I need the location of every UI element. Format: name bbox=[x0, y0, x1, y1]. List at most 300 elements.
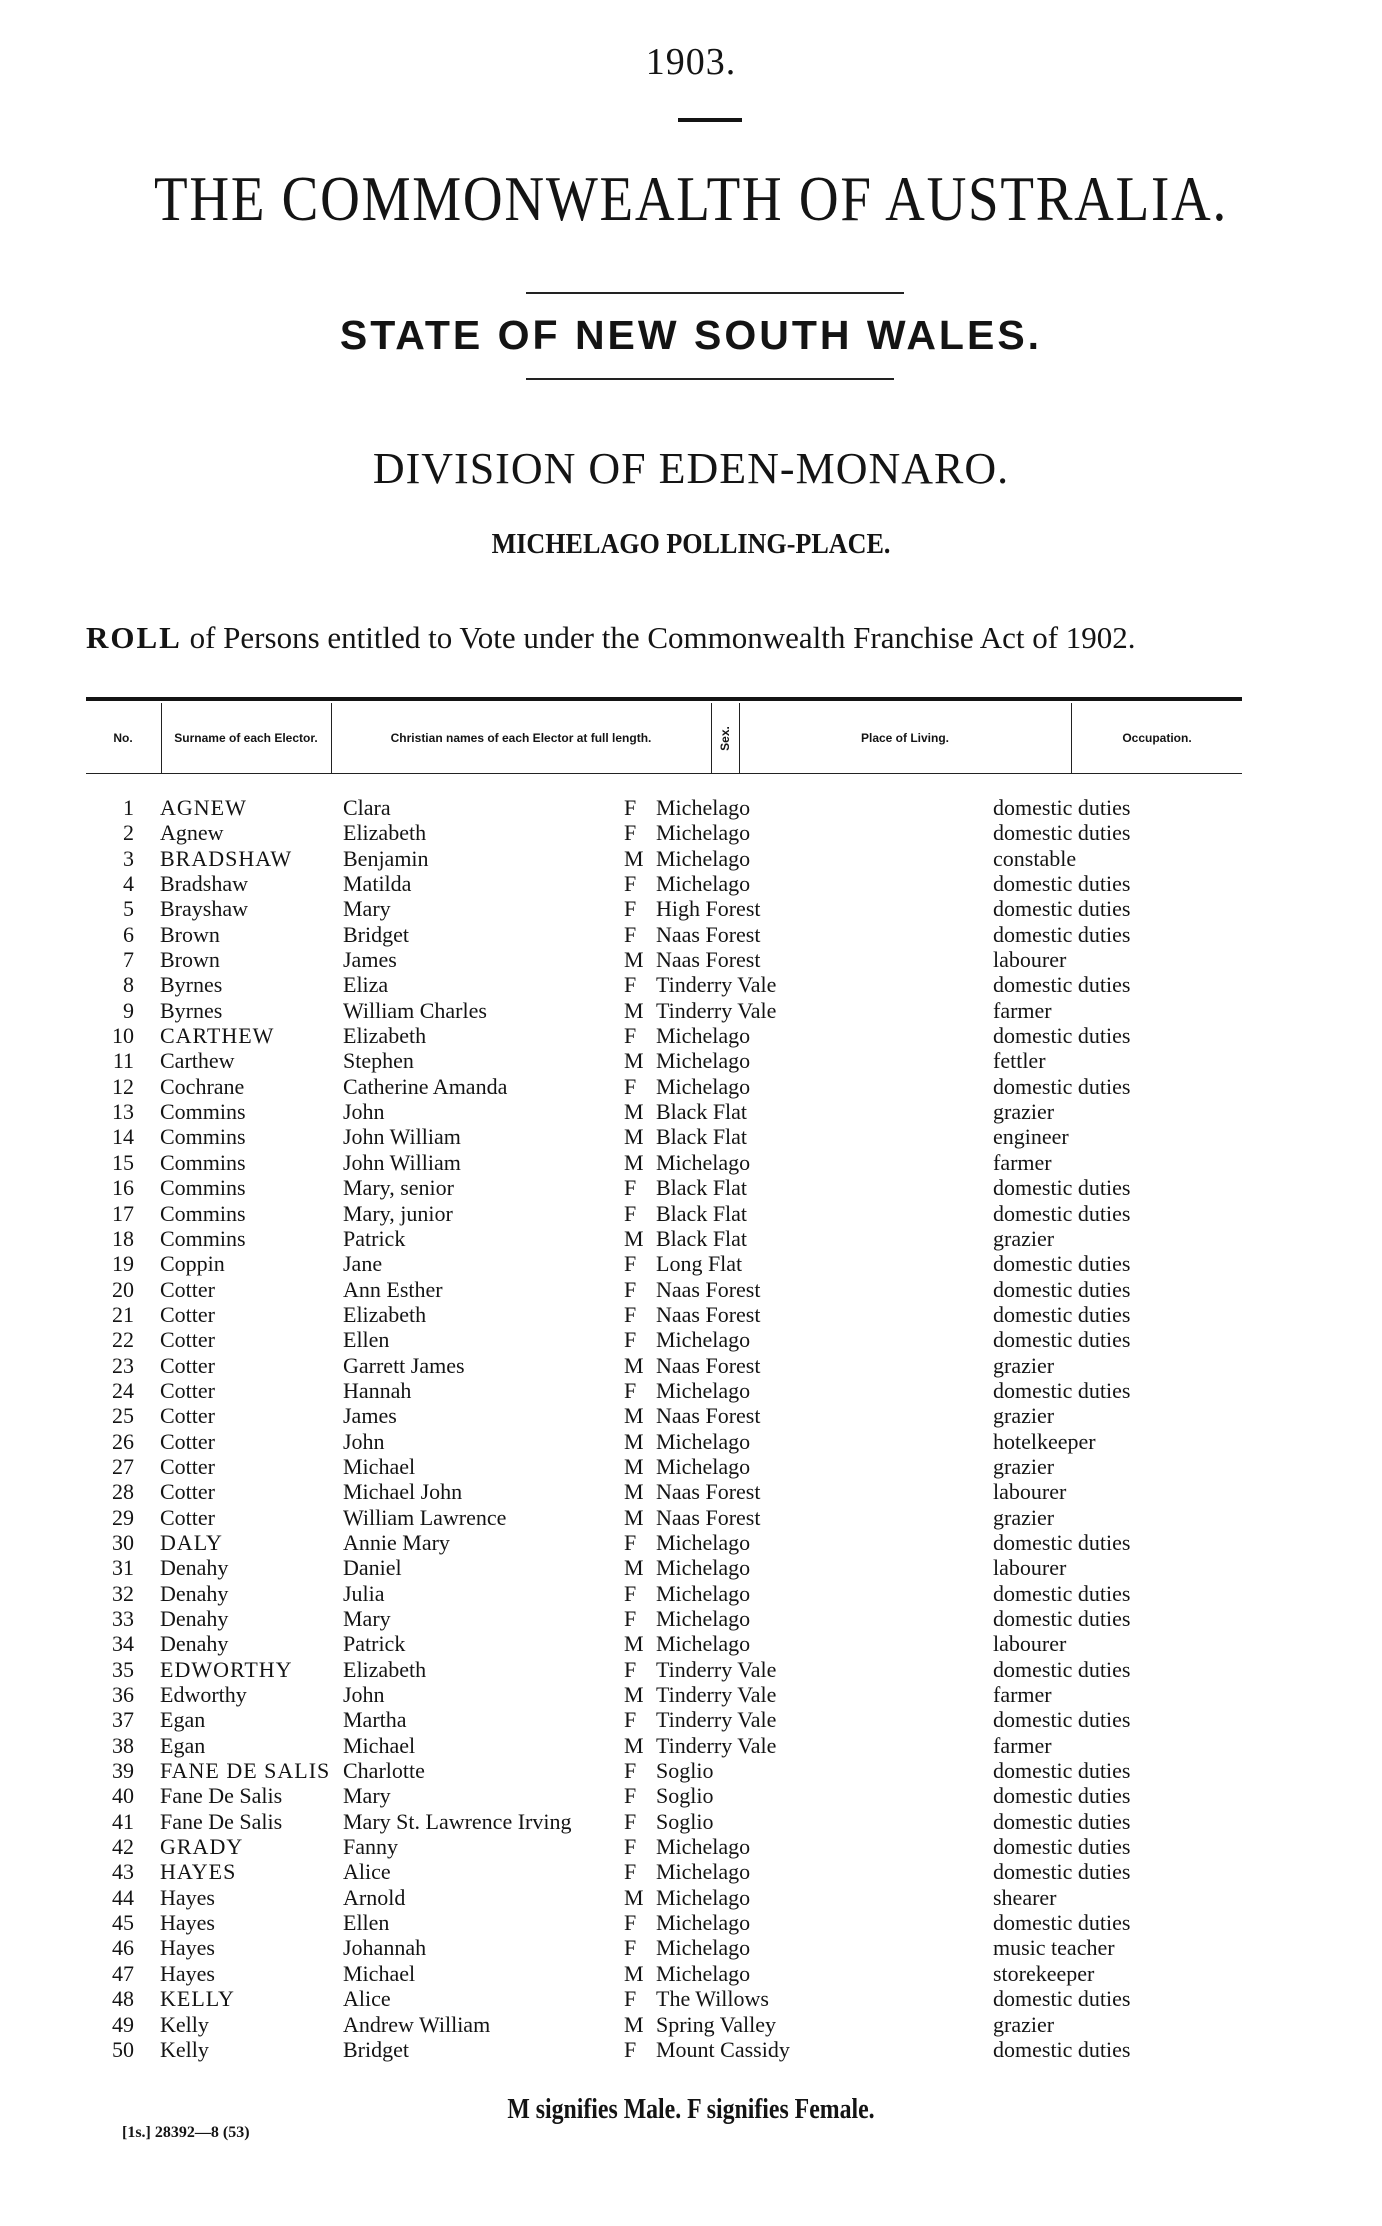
cell-occupation: domestic duties bbox=[993, 1301, 1131, 1327]
cell-surname: Coppin bbox=[160, 1251, 225, 1277]
cell-no: 6 bbox=[123, 921, 134, 947]
cell-sex: F bbox=[624, 1783, 637, 1809]
table-row bbox=[86, 1530, 1246, 1555]
table-row bbox=[86, 1631, 1246, 1656]
print-reference: [1s.] 28392—8 (53) bbox=[122, 2124, 250, 2141]
cell-sex: M bbox=[624, 947, 644, 973]
cell-place: Long Flat bbox=[656, 1251, 743, 1277]
cell-occupation: domestic duties bbox=[993, 896, 1131, 922]
cell-surname: Denahy bbox=[160, 1555, 229, 1581]
cell-occupation: domestic duties bbox=[993, 1656, 1131, 1682]
cell-no: 16 bbox=[112, 1175, 134, 1201]
cell-christian-names: Mary bbox=[343, 896, 391, 922]
cell-surname: Hayes bbox=[160, 1910, 215, 1936]
cell-christian-names: Michael John bbox=[343, 1479, 463, 1505]
cell-sex: M bbox=[624, 1099, 644, 1125]
table-row bbox=[86, 1707, 1246, 1732]
cell-christian-names: Elizabeth bbox=[343, 1656, 427, 1682]
table-row bbox=[86, 1429, 1246, 1454]
cell-place: Michelago bbox=[656, 795, 751, 820]
cell-christian-names: Mary bbox=[343, 1606, 391, 1631]
cell-christian-names: John bbox=[343, 1682, 385, 1708]
cell-place: High Forest bbox=[656, 896, 761, 922]
cell-no: 30 bbox=[112, 1529, 134, 1555]
cell-christian-names: Michael bbox=[343, 1960, 416, 1986]
cell-occupation: domestic duties bbox=[993, 871, 1131, 897]
cell-occupation: labourer bbox=[993, 1631, 1067, 1657]
cell-occupation: domestic duties bbox=[993, 1834, 1131, 1860]
cell-christian-names: Andrew William bbox=[343, 2011, 491, 2037]
table-row bbox=[86, 1505, 1246, 1530]
column-header-occupation: Occupation. bbox=[1122, 730, 1192, 745]
cell-no: 35 bbox=[112, 1656, 134, 1682]
cell-sex: M bbox=[624, 1403, 644, 1429]
cell-occupation: engineer bbox=[993, 1124, 1069, 1150]
cell-sex: F bbox=[624, 1935, 637, 1961]
table-row bbox=[86, 1099, 1246, 1124]
cell-occupation: domestic duties bbox=[993, 1251, 1131, 1277]
cell-occupation: domestic duties bbox=[993, 1758, 1131, 1784]
table-row bbox=[86, 1226, 1246, 1251]
table-row bbox=[86, 922, 1246, 947]
cell-place: Tinderry Vale bbox=[656, 1732, 777, 1758]
cell-christian-names: Julia bbox=[343, 1580, 385, 1606]
cell-sex: M bbox=[624, 997, 644, 1023]
cell-place: Michelago bbox=[656, 1555, 751, 1581]
cell-place: Michelago bbox=[656, 1606, 751, 1631]
cell-surname: Hayes bbox=[160, 1884, 215, 1910]
cell-occupation: domestic duties bbox=[993, 1276, 1131, 1302]
table-row bbox=[86, 1378, 1246, 1403]
cell-sex: F bbox=[624, 1910, 637, 1936]
cell-occupation: farmer bbox=[993, 997, 1052, 1023]
cell-sex: F bbox=[624, 921, 637, 947]
cell-place: Black Flat bbox=[656, 1200, 748, 1226]
cell-occupation: domestic duties bbox=[993, 1023, 1131, 1049]
table-header bbox=[86, 703, 1242, 774]
cell-christian-names: Elizabeth bbox=[343, 820, 427, 846]
cell-surname: Brown bbox=[160, 921, 220, 947]
table-row bbox=[86, 1961, 1246, 1986]
cell-sex: M bbox=[624, 1884, 644, 1910]
cell-no: 14 bbox=[112, 1124, 134, 1150]
cell-no: 9 bbox=[123, 997, 134, 1023]
cell-surname: BRADSHAW bbox=[160, 845, 293, 871]
cell-surname: Cotter bbox=[160, 1327, 215, 1353]
cell-christian-names: Garrett James bbox=[343, 1352, 465, 1378]
cell-surname: Cotter bbox=[160, 1403, 215, 1429]
cell-occupation: shearer bbox=[993, 1884, 1057, 1910]
cell-no: 1 bbox=[123, 795, 134, 820]
cell-surname: KELLY bbox=[160, 1986, 235, 2012]
cell-christian-names: Arnold bbox=[343, 1884, 406, 1910]
cell-sex: F bbox=[624, 1656, 637, 1682]
cell-occupation: grazier bbox=[993, 1225, 1055, 1251]
cell-occupation: domestic duties bbox=[993, 820, 1131, 846]
table-row bbox=[86, 1454, 1246, 1479]
cell-occupation: farmer bbox=[993, 1682, 1052, 1708]
cell-surname: Cotter bbox=[160, 1453, 215, 1479]
cell-place: Michelago bbox=[656, 1529, 751, 1555]
cell-occupation: domestic duties bbox=[993, 795, 1131, 820]
cell-sex: M bbox=[624, 1428, 644, 1454]
cell-occupation: domestic duties bbox=[993, 1808, 1131, 1834]
cell-christian-names: James bbox=[343, 1403, 397, 1429]
cell-occupation: music teacher bbox=[993, 1935, 1115, 1961]
cell-christian-names: William Lawrence bbox=[343, 1504, 507, 1530]
cell-no: 21 bbox=[112, 1301, 134, 1327]
table-row bbox=[86, 1353, 1246, 1378]
cell-christian-names: Annie Mary bbox=[343, 1529, 450, 1555]
cell-surname: Denahy bbox=[160, 1580, 229, 1606]
table-row bbox=[86, 1986, 1246, 2011]
table-row bbox=[86, 871, 1246, 896]
cell-surname: Fane De Salis bbox=[160, 1808, 283, 1834]
column-header-no: No. bbox=[113, 730, 133, 745]
cell-occupation: domestic duties bbox=[993, 1986, 1131, 2012]
cell-christian-names: John William bbox=[343, 1149, 461, 1175]
cell-place: Michelago bbox=[656, 1377, 751, 1403]
cell-christian-names: Stephen bbox=[343, 1048, 414, 1074]
cell-no: 13 bbox=[112, 1099, 134, 1125]
roll-heading-rest: of Persons entitled to Vote under the Commonwealth Franchise Act of 1902. bbox=[189, 620, 1136, 655]
cell-no: 46 bbox=[112, 1935, 134, 1961]
cell-occupation: labourer bbox=[993, 1555, 1067, 1581]
cell-sex: M bbox=[624, 2011, 644, 2037]
cell-sex: F bbox=[624, 1580, 637, 1606]
cell-sex: M bbox=[624, 1479, 644, 1505]
cell-place: Michelago bbox=[656, 1327, 751, 1353]
table-row bbox=[86, 1657, 1246, 1682]
cell-sex: F bbox=[624, 820, 637, 846]
elector-list bbox=[86, 795, 1246, 2062]
cell-sex: F bbox=[624, 1986, 637, 2012]
cell-sex: F bbox=[624, 1606, 637, 1631]
cell-surname: Hayes bbox=[160, 1960, 215, 1986]
cell-christian-names: Daniel bbox=[343, 1555, 402, 1581]
cell-sex: M bbox=[624, 1048, 644, 1074]
cell-surname: Cochrane bbox=[160, 1073, 245, 1099]
cell-no: 11 bbox=[112, 1048, 134, 1074]
cell-no: 47 bbox=[112, 1960, 134, 1986]
cell-no: 44 bbox=[112, 1884, 134, 1910]
cell-sex: F bbox=[624, 1834, 637, 1860]
table-row bbox=[86, 1809, 1246, 1834]
cell-christian-names: Elizabeth bbox=[343, 1023, 427, 1049]
cell-surname: Kelly bbox=[160, 2036, 209, 2062]
table-row bbox=[86, 1150, 1246, 1175]
cell-place: Michelago bbox=[656, 845, 751, 871]
cell-christian-names: Ann Esther bbox=[343, 1276, 443, 1302]
cell-no: 10 bbox=[112, 1023, 134, 1049]
cell-christian-names: John William bbox=[343, 1124, 461, 1150]
roll-heading bbox=[86, 620, 1246, 656]
cell-surname: Byrnes bbox=[160, 997, 223, 1023]
cell-place: Spring Valley bbox=[656, 2011, 776, 2037]
cell-christian-names: Michael bbox=[343, 1453, 416, 1479]
cell-no: 15 bbox=[112, 1149, 134, 1175]
roll-heading-first-word: ROLL bbox=[86, 620, 182, 655]
cell-christian-names: Benjamin bbox=[343, 845, 429, 871]
cell-occupation: domestic duties bbox=[993, 1606, 1131, 1631]
cell-place: Naas Forest bbox=[656, 1504, 761, 1530]
table-row bbox=[86, 947, 1246, 972]
cell-sex: F bbox=[624, 1301, 637, 1327]
cell-christian-names: Martha bbox=[343, 1707, 407, 1733]
cell-sex: M bbox=[624, 1732, 644, 1758]
cell-christian-names: Alice bbox=[343, 1859, 391, 1885]
cell-christian-names: Ellen bbox=[343, 1327, 390, 1353]
state-heading: STATE OF NEW SOUTH WALES. bbox=[339, 312, 1043, 358]
cell-christian-names: Patrick bbox=[343, 1225, 406, 1251]
table-row bbox=[86, 998, 1246, 1023]
cell-place: Black Flat bbox=[656, 1124, 748, 1150]
cell-christian-names: Clara bbox=[343, 795, 391, 820]
cell-sex: F bbox=[624, 1758, 637, 1784]
cell-occupation: domestic duties bbox=[993, 1377, 1131, 1403]
cell-occupation: domestic duties bbox=[993, 1707, 1131, 1733]
cell-no: 17 bbox=[112, 1200, 134, 1226]
table-row bbox=[86, 820, 1246, 845]
table-row bbox=[86, 1859, 1246, 1884]
cell-sex: M bbox=[624, 1631, 644, 1657]
cell-occupation: farmer bbox=[993, 1149, 1052, 1175]
cell-occupation: domestic duties bbox=[993, 1910, 1131, 1936]
sex-legend-note: M signifies Male. F signifies Female. bbox=[507, 2094, 875, 2125]
cell-surname: Brayshaw bbox=[160, 896, 248, 922]
cell-place: Michelago bbox=[656, 1580, 751, 1606]
cell-occupation: domestic duties bbox=[993, 2036, 1131, 2062]
cell-christian-names: Mary, junior bbox=[343, 1200, 453, 1226]
table-row bbox=[86, 795, 1246, 820]
cell-place: Naas Forest bbox=[656, 1301, 761, 1327]
cell-occupation: domestic duties bbox=[993, 1073, 1131, 1099]
table-row bbox=[86, 1175, 1246, 1200]
cell-place: Black Flat bbox=[656, 1225, 748, 1251]
table-row bbox=[86, 1302, 1246, 1327]
cell-place: Black Flat bbox=[656, 1175, 748, 1201]
table-row bbox=[86, 1935, 1246, 1960]
cell-sex: F bbox=[624, 896, 637, 922]
cell-occupation: constable bbox=[993, 845, 1077, 871]
cell-christian-names: John bbox=[343, 1099, 385, 1125]
cell-no: 12 bbox=[112, 1073, 134, 1099]
cell-occupation: labourer bbox=[993, 1479, 1067, 1505]
cell-place: Michelago bbox=[656, 1859, 751, 1885]
cell-sex: F bbox=[624, 1707, 637, 1733]
table-row bbox=[86, 896, 1246, 921]
cell-occupation: grazier bbox=[993, 1352, 1055, 1378]
cell-no: 33 bbox=[112, 1606, 134, 1631]
cell-place: Soglio bbox=[656, 1783, 714, 1809]
cell-sex: F bbox=[624, 972, 637, 998]
cell-surname: Cotter bbox=[160, 1504, 215, 1530]
cell-occupation: domestic duties bbox=[993, 921, 1131, 947]
table-row bbox=[86, 1251, 1246, 1276]
cell-surname: Denahy bbox=[160, 1631, 229, 1657]
cell-sex: F bbox=[624, 1251, 637, 1277]
cell-place: Michelago bbox=[656, 1048, 751, 1074]
cell-sex: M bbox=[624, 1225, 644, 1251]
cell-no: 37 bbox=[112, 1707, 134, 1733]
cell-surname: Commins bbox=[160, 1175, 246, 1201]
table-row bbox=[86, 1479, 1246, 1504]
cell-sex: F bbox=[624, 1859, 637, 1885]
cell-place: Michelago bbox=[656, 1073, 751, 1099]
cell-place: Tinderry Vale bbox=[656, 1682, 777, 1708]
cell-sex: M bbox=[624, 845, 644, 871]
cell-place: Soglio bbox=[656, 1808, 714, 1834]
cell-no: 38 bbox=[112, 1732, 134, 1758]
cell-surname: EDWORTHY bbox=[160, 1656, 293, 1682]
cell-no: 43 bbox=[112, 1859, 134, 1885]
cell-no: 2 bbox=[123, 820, 134, 846]
cell-occupation: domestic duties bbox=[993, 972, 1131, 998]
cell-sex: M bbox=[624, 1960, 644, 1986]
cell-sex: F bbox=[624, 1175, 637, 1201]
cell-no: 50 bbox=[112, 2036, 134, 2062]
column-header-sex bbox=[712, 703, 738, 773]
column-header-sex-label: Sex. bbox=[717, 725, 732, 751]
cell-christian-names: Catherine Amanda bbox=[343, 1073, 508, 1099]
cell-christian-names: William Charles bbox=[343, 997, 487, 1023]
cell-place: Naas Forest bbox=[656, 947, 761, 973]
table-row bbox=[86, 2012, 1246, 2037]
table-row bbox=[86, 1124, 1246, 1149]
cell-sex: M bbox=[624, 1504, 644, 1530]
cell-sex: F bbox=[624, 1529, 637, 1555]
table-row bbox=[86, 1783, 1246, 1808]
cell-christian-names: James bbox=[343, 947, 397, 973]
cell-place: Michelago bbox=[656, 1023, 751, 1049]
table-row bbox=[86, 1023, 1246, 1048]
table-row bbox=[86, 1201, 1246, 1226]
cell-sex: F bbox=[624, 1327, 637, 1353]
table-row bbox=[86, 2037, 1246, 2062]
cell-occupation: farmer bbox=[993, 1732, 1052, 1758]
cell-sex: F bbox=[624, 1200, 637, 1226]
cell-no: 4 bbox=[123, 871, 134, 897]
cell-no: 25 bbox=[112, 1403, 134, 1429]
table-row bbox=[86, 1327, 1246, 1352]
cell-place: Tinderry Vale bbox=[656, 1656, 777, 1682]
cell-surname: Denahy bbox=[160, 1606, 229, 1631]
cell-sex: F bbox=[624, 1276, 637, 1302]
division-heading: DIVISION OF EDEN-MONARO. bbox=[372, 444, 1010, 493]
cell-sex: M bbox=[624, 1124, 644, 1150]
cell-occupation: domestic duties bbox=[993, 1783, 1131, 1809]
cell-no: 27 bbox=[112, 1453, 134, 1479]
cell-surname: Commins bbox=[160, 1099, 246, 1125]
table-row bbox=[86, 1581, 1246, 1606]
cell-no: 29 bbox=[112, 1504, 134, 1530]
cell-place: The Willows bbox=[656, 1986, 769, 2012]
cell-occupation: domestic duties bbox=[993, 1529, 1131, 1555]
cell-no: 40 bbox=[112, 1783, 134, 1809]
cell-christian-names: Elizabeth bbox=[343, 1301, 427, 1327]
cell-occupation: domestic duties bbox=[993, 1859, 1131, 1885]
column-header-christian-names: Christian names of each Elector at full length. bbox=[390, 730, 652, 745]
cell-surname: Brown bbox=[160, 947, 220, 973]
cell-sex: M bbox=[624, 1555, 644, 1581]
table-row bbox=[86, 1277, 1246, 1302]
cell-sex: M bbox=[624, 1682, 644, 1708]
cell-christian-names: Mary St. Lawrence Irving bbox=[343, 1808, 572, 1834]
cell-no: 48 bbox=[112, 1986, 134, 2012]
table-row bbox=[86, 1733, 1246, 1758]
cell-surname: Egan bbox=[160, 1707, 206, 1733]
cell-surname: HAYES bbox=[160, 1859, 237, 1885]
cell-surname: Commins bbox=[160, 1200, 246, 1226]
cell-surname: Fane De Salis bbox=[160, 1783, 283, 1809]
table-row bbox=[86, 1885, 1246, 1910]
cell-surname: Cotter bbox=[160, 1377, 215, 1403]
cell-place: Michelago bbox=[656, 1960, 751, 1986]
table-row bbox=[86, 972, 1246, 997]
cell-occupation: domestic duties bbox=[993, 1580, 1131, 1606]
cell-christian-names: Eliza bbox=[343, 972, 389, 998]
cell-place: Soglio bbox=[656, 1758, 714, 1784]
cell-no: 20 bbox=[112, 1276, 134, 1302]
polling-place-heading: MICHELAGO POLLING-PLACE. bbox=[491, 528, 891, 560]
cell-sex: F bbox=[624, 2036, 637, 2062]
cell-no: 31 bbox=[112, 1555, 134, 1581]
cell-christian-names: Jane bbox=[343, 1251, 383, 1277]
cell-christian-names: John bbox=[343, 1428, 385, 1454]
cell-surname: Kelly bbox=[160, 2011, 209, 2037]
cell-occupation: labourer bbox=[993, 947, 1067, 973]
cell-sex: F bbox=[624, 1377, 637, 1403]
column-header-place: Place of Living. bbox=[860, 730, 950, 745]
cell-christian-names: Ellen bbox=[343, 1910, 390, 1936]
table-row bbox=[86, 1555, 1246, 1580]
cell-no: 49 bbox=[112, 2011, 134, 2037]
cell-occupation: domestic duties bbox=[993, 1175, 1131, 1201]
cell-occupation: grazier bbox=[993, 1504, 1055, 1530]
cell-surname: Edworthy bbox=[160, 1682, 247, 1708]
cell-sex: M bbox=[624, 1149, 644, 1175]
cell-place: Michelago bbox=[656, 871, 751, 897]
divider-rule bbox=[526, 378, 894, 380]
cell-place: Michelago bbox=[656, 1935, 751, 1961]
cell-no: 36 bbox=[112, 1682, 134, 1708]
cell-no: 39 bbox=[112, 1758, 134, 1784]
cell-place: Michelago bbox=[656, 1910, 751, 1936]
cell-no: 3 bbox=[123, 845, 134, 871]
cell-place: Tinderry Vale bbox=[656, 1707, 777, 1733]
cell-christian-names: Bridget bbox=[343, 2036, 409, 2062]
divider-rule bbox=[678, 118, 742, 122]
cell-surname: Hayes bbox=[160, 1935, 215, 1961]
cell-no: 24 bbox=[112, 1377, 134, 1403]
cell-christian-names: Hannah bbox=[343, 1377, 412, 1403]
cell-no: 19 bbox=[112, 1251, 134, 1277]
cell-surname: AGNEW bbox=[160, 795, 247, 820]
table-row bbox=[86, 1758, 1246, 1783]
table-row bbox=[86, 1834, 1246, 1859]
cell-no: 32 bbox=[112, 1580, 134, 1606]
cell-occupation: grazier bbox=[993, 1403, 1055, 1429]
cell-place: Naas Forest bbox=[656, 1276, 761, 1302]
cell-place: Michelago bbox=[656, 820, 751, 846]
cell-surname: Egan bbox=[160, 1732, 206, 1758]
cell-surname: Byrnes bbox=[160, 972, 223, 998]
cell-place: Tinderry Vale bbox=[656, 997, 777, 1023]
cell-no: 23 bbox=[112, 1352, 134, 1378]
cell-surname: Agnew bbox=[160, 820, 224, 846]
cell-christian-names: Alice bbox=[343, 1986, 391, 2012]
cell-place: Black Flat bbox=[656, 1099, 748, 1125]
